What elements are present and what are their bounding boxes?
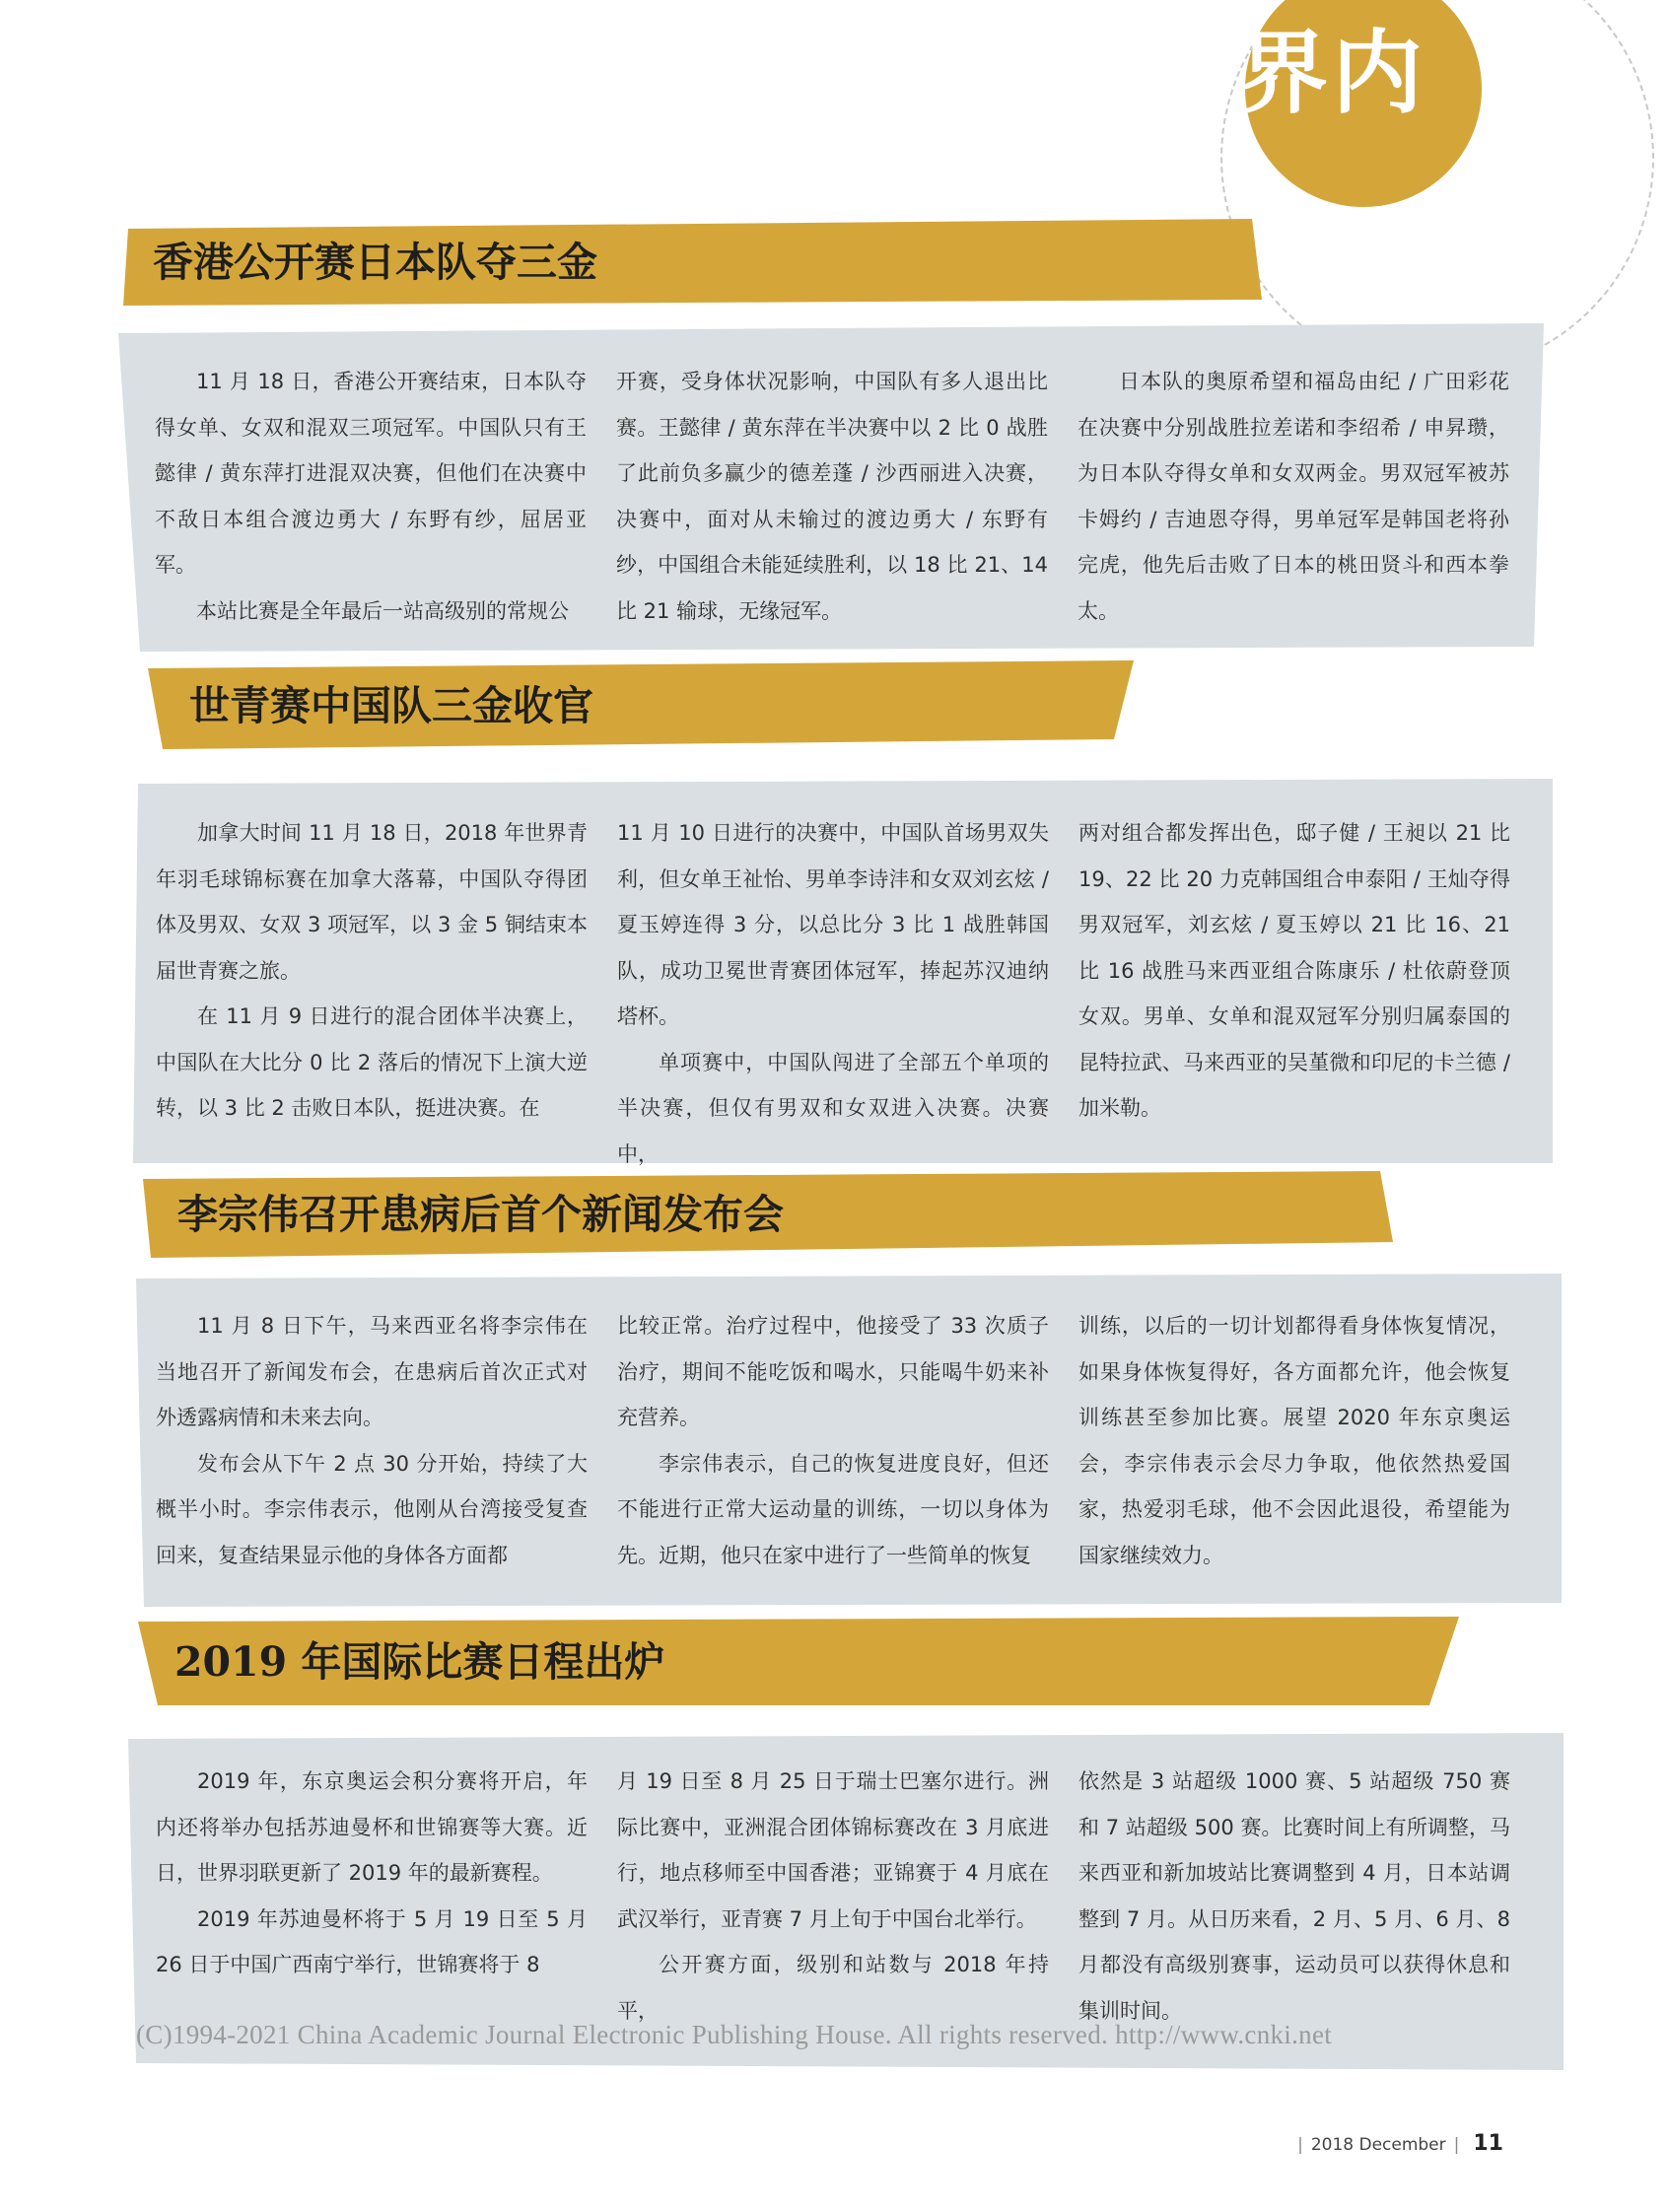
page-number: 11 <box>1473 2131 1503 2156</box>
article-title: 世青赛中国队三金收官 <box>189 682 593 729</box>
article-3-col-1 <box>156 1303 588 1578</box>
paragraph: 在 11 月 9 日进行的混合团体半决赛上，中国队在大比分 0 比 2 落后的情况下上演大逆转，以 3 比 2 击败日本队，挺进决赛。在 <box>156 1004 588 1120</box>
article-title: 2019 年国际比赛日程出炉 <box>174 1638 665 1686</box>
issue-date: 2018 December <box>1310 2135 1446 2155</box>
article-4-col-3 <box>1078 1759 1510 2034</box>
divider: | <box>1297 2135 1303 2155</box>
article-1-banner <box>123 219 1262 306</box>
paragraph: 训练，以后的一切计划都得看身体恢复情况，如果身体恢复得好，各方面都允许，他会恢复训练甚至参加比赛。展望 2020 年东京奥运会，李宗伟表示会尽力争取，他依然热爱国家，热爱羽毛球，他不会因此退役，希望能为国家继续效力。 <box>1078 1314 1510 1567</box>
article-3-col-3 <box>1078 1303 1510 1578</box>
article-4-col-2 <box>617 1759 1049 2034</box>
paragraph: 2019 年，东京奥运会积分赛将开启，年内还将举办包括苏迪曼杯和世锦赛等大赛。近日，世界羽联更新了 2019 年的最新赛程。 <box>156 1769 588 1885</box>
article-title: 香港公开赛日本队夺三金 <box>153 239 597 286</box>
section-tag: 界内 <box>1237 20 1427 126</box>
paragraph: 加拿大时间 11 月 18 日，2018 年世界青年羽毛球锦标赛在加拿大落幕，中国队夺得团体及男双、女双 3 项冠军，以 3 金 5 铜结束本届世青赛之旅。 <box>156 821 588 983</box>
article-1-col-2 <box>616 359 1048 634</box>
article-4-banner <box>138 1617 1459 1705</box>
paragraph: 依然是 3 站超级 1000 赛、5 站超级 750 赛和 7 站超级 500 赛。比赛时间上有所调整，马来西亚和新加坡站比赛调整到 4 月，日本站调整到 7 月。从日历来看，2 月、5 月、6 月、8 月都没有高级别赛事，运动员可以获得休息和集训时间。 <box>1078 1769 1510 2023</box>
article-2-col-3 <box>1078 810 1510 1177</box>
article-title: 李宗伟召开患病后首个新闻发布会 <box>177 1191 784 1238</box>
article-3-col-2 <box>617 1303 1049 1578</box>
article-4-col-1 <box>156 1759 588 2034</box>
paragraph: 发布会从下午 2 点 30 分开始，持续了大概半小时。李宗伟表示，他刚从台湾接受复查回来，复查结果显示他的身体各方面都 <box>156 1451 588 1567</box>
article-2-panel <box>133 779 1553 1166</box>
article-1-panel <box>118 323 1544 652</box>
divider: | <box>1453 2135 1460 2155</box>
paragraph: 比较正常。治疗过程中，他接受了 33 次质子治疗，期间不能吃饭和喝水，只能喝牛奶来补充营养。 <box>617 1314 1049 1429</box>
paragraph: 11 月 10 日进行的决赛中，中国队首场男双失利，但女单王祉怡、男单李诗沣和女双刘玄炫 / 夏玉婷连得 3 分，以总比分 3 比 1 战胜韩国队，成功卫冕世青赛团体冠军，捧起苏汉迪纳塔杯。 <box>617 821 1049 1028</box>
copyright-watermark: (C)1994-2021 China Academic Journal Electronic Publishing House. All rights reserved. http://www.cnki.net <box>136 2020 1333 2049</box>
article-3-banner <box>143 1171 1393 1258</box>
article-3-panel <box>136 1274 1562 1607</box>
paragraph: 李宗伟表示，自己的恢复进度良好，但还不能进行正常大运动量的训练，一切以身体为先。近期，他只在家中进行了一些简单的恢复 <box>617 1451 1049 1567</box>
paragraph: 公开赛方面，级别和站数与 2018 年持平， <box>617 1953 1049 2023</box>
article-1-col-1 <box>155 359 587 634</box>
paragraph: 11 月 8 日下午，马来西亚名将李宗伟在当地召开了新闻发布会，在患病后首次正式对外透露病情和未来去向。 <box>156 1314 588 1429</box>
article-2-col-2 <box>617 810 1049 1177</box>
paragraph: 两对组合都发挥出色，邸子健 / 王昶以 21 比 19、22 比 20 力克韩国组合申泰阳 / 王灿夺得男双冠军，刘玄炫 / 夏玉婷以 21 比 16、21 比 16 战胜马来西亚组合陈康乐 / 杜依蔚登顶女双。男单、女单和混双冠军分别归属泰国的昆特拉武、马来西亚的吴堇微和印尼的卡兰德 / 加米勒。 <box>1078 821 1510 1120</box>
paragraph: 日本队的奥原希望和福岛由纪 / 广田彩花在决赛中分别战胜拉差诺和李绍希 / 申昇瓒，为日本队夺得女单和女双两金。男双冠军被苏卡姆约 / 吉迪恩夺得，男单冠军是韩国老将孙完虎，他先后击败了日本的桃田贤斗和西本拳太。 <box>1078 370 1509 623</box>
paragraph: 本站比赛是全年最后一站高级别的常规公 <box>196 598 569 623</box>
paragraph: 单项赛中，中国队闯进了全部五个单项的半决赛，但仅有男双和女双进入决赛。决赛中， <box>617 1050 1049 1166</box>
paragraph: 11 月 18 日，香港公开赛结束，日本队夺得女单、女双和混双三项冠军。中国队只有王懿律 / 黄东萍打进混双决赛，但他们在决赛中不敌日本组合渡边勇大 / 东野有纱，屈居亚军。 <box>155 370 587 577</box>
page-footer <box>1289 2131 1503 2156</box>
article-2-banner <box>148 660 1134 749</box>
paragraph: 月 19 日至 8 月 25 日于瑞士巴塞尔进行。洲际比赛中，亚洲混合团体锦标赛改在 3 月底进行，地点移师至中国香港；亚锦赛于 4 月底在武汉举行，亚青赛 7 月上旬于中国台北举行。 <box>617 1769 1049 1931</box>
article-2-col-1 <box>156 810 588 1177</box>
paragraph: 开赛，受身体状况影响，中国队有多人退出比赛。王懿律 / 黄东萍在半决赛中以 2 比 0 战胜了此前负多赢少的德差蓬 / 沙西丽进入决赛，决赛中，面对从未输过的渡边勇大 / 东野有纱，中国组合未能延续胜利，以 18 比 21、14 比 21 输球，无缘冠军。 <box>616 370 1048 623</box>
paragraph: 2019 年苏迪曼杯将于 5 月 19 日至 5 月 26 日于中国广西南宁举行，世锦赛将于 8 <box>156 1906 588 1976</box>
article-1-col-3 <box>1078 359 1509 634</box>
